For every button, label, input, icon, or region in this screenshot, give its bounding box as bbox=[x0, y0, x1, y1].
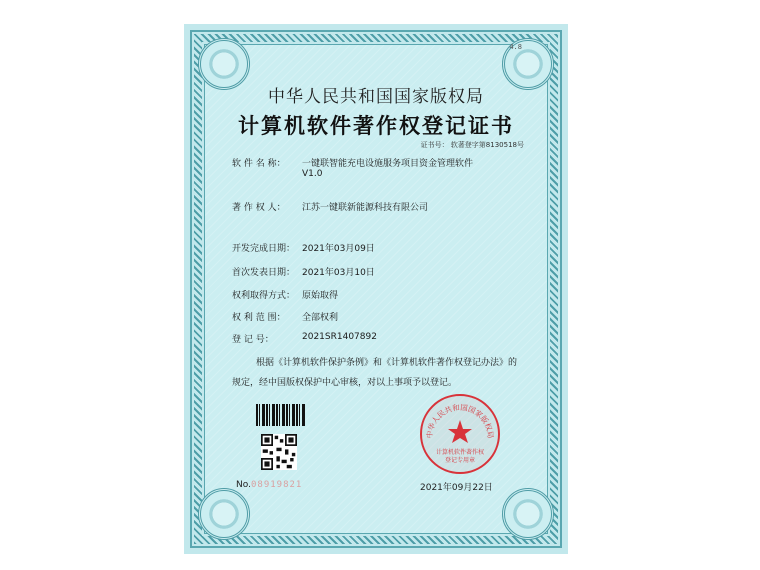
field-value-version: V1.0 bbox=[302, 169, 323, 179]
official-seal-icon bbox=[418, 392, 502, 476]
seal-inner-text-2: 登记专用章 bbox=[444, 457, 476, 464]
registration-statement-line-1: 根据《计算机软件保护条例》和《计算机软件著作权登记办法》的 bbox=[256, 358, 518, 368]
field-software-name bbox=[232, 156, 473, 179]
certificate-title: 计算机软件著作权登记证书 bbox=[238, 114, 514, 138]
field-copyright-owner bbox=[232, 200, 428, 213]
field-label: 著 作 权 人： bbox=[232, 203, 286, 213]
field-label: 首次发表日期： bbox=[232, 268, 296, 278]
field-label: 登 记 号： bbox=[232, 335, 274, 345]
field-value: 2021年03月10日 bbox=[302, 268, 375, 278]
field-rights-scope bbox=[232, 310, 338, 323]
issuer-name: 中华人民共和国国家版权局 bbox=[268, 87, 484, 107]
field-value: 2021年03月09日 bbox=[302, 244, 375, 254]
field-publication-date bbox=[232, 265, 375, 278]
certificate bbox=[184, 24, 568, 554]
serial-mark: 4.8 bbox=[509, 43, 522, 51]
field-value: 原始取得 bbox=[302, 291, 339, 301]
seal-outer-text: 中华人民共和国国家版权局 bbox=[424, 402, 496, 439]
field-value: 全部权利 bbox=[302, 313, 339, 323]
certificate-number bbox=[421, 140, 524, 150]
field-registration-number bbox=[232, 332, 377, 345]
field-label: 权 利 范 围： bbox=[232, 313, 286, 323]
corner-ornament-bottom-left bbox=[198, 488, 250, 540]
field-completion-date bbox=[232, 241, 375, 254]
serial-number-label: No. bbox=[236, 480, 251, 490]
issue-date: 2021年09月22日 bbox=[420, 483, 493, 493]
certificate-number-value: 软著登字第8130518号 bbox=[450, 141, 524, 149]
registration-statement-line-2: 规定，经中国版权保护中心审核，对以上事项予以登记。 bbox=[232, 378, 458, 388]
field-label: 软 件 名 称： bbox=[232, 159, 286, 169]
barcode-icon bbox=[256, 404, 306, 426]
serial-number-value: 08919821 bbox=[251, 480, 303, 490]
field-label: 开发完成日期： bbox=[232, 244, 296, 254]
corner-ornament-bottom-right bbox=[502, 488, 554, 540]
certificate-number-label: 证书号： bbox=[420, 141, 449, 149]
field-value: 江苏一键联新能源科技有限公司 bbox=[302, 203, 429, 213]
field-value: 2021SR1407892 bbox=[302, 332, 377, 342]
field-acquisition-method bbox=[232, 288, 338, 301]
seal-inner-text-1: 计算机软件著作权 bbox=[435, 449, 485, 456]
qr-code-icon bbox=[261, 434, 297, 470]
field-label: 权利取得方式： bbox=[232, 291, 296, 301]
field-value: 一键联智能充电设施服务项目资金管理软件 bbox=[302, 159, 474, 169]
